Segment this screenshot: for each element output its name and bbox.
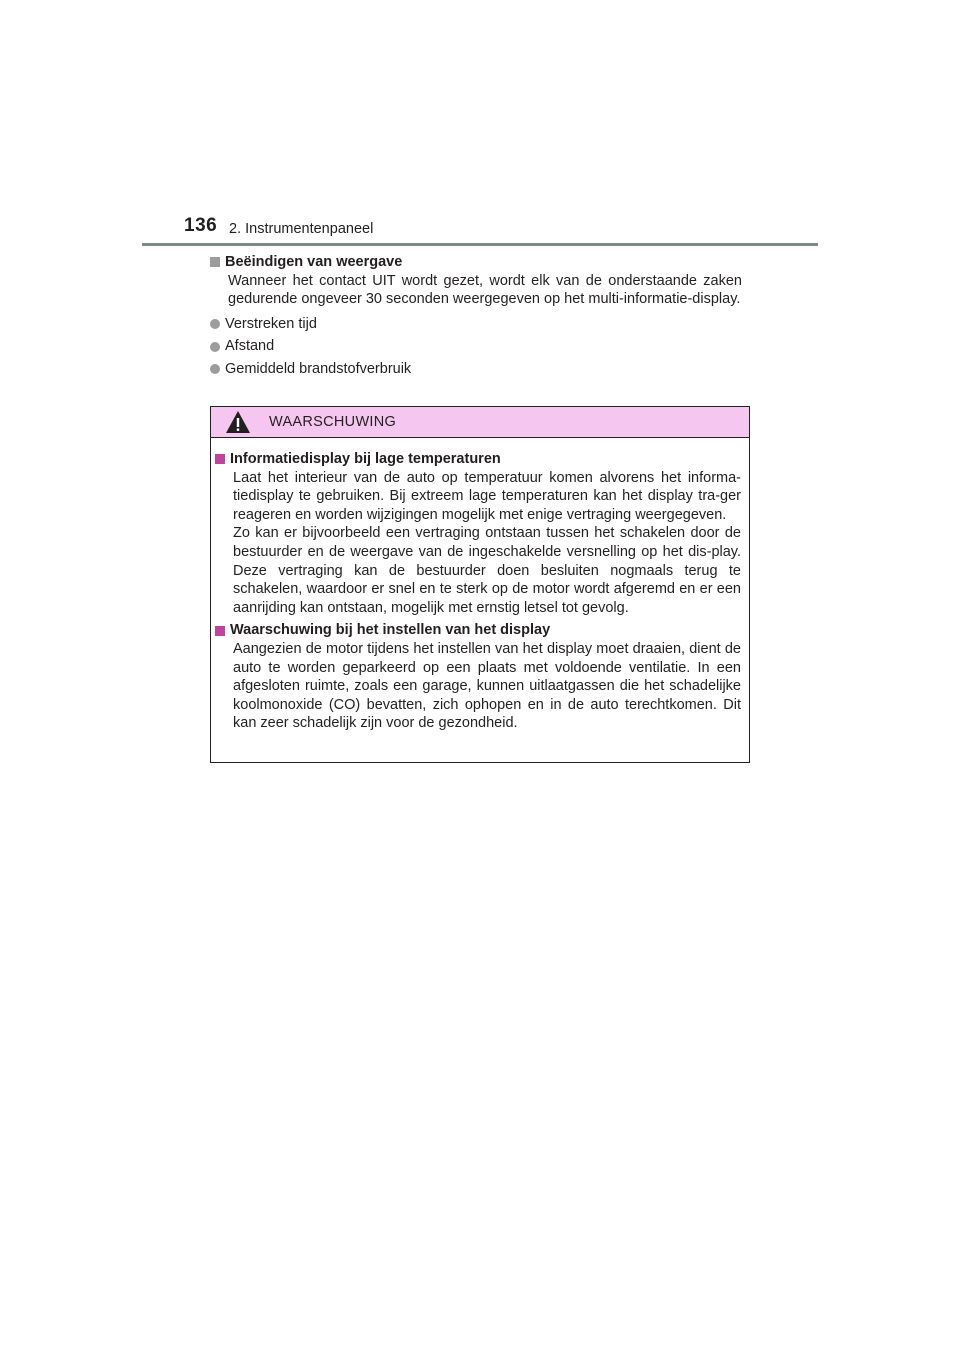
warning-section-heading [215,450,741,469]
square-bullet-icon [215,626,225,636]
section-heading-text: Beëindigen van weergave [225,254,403,270]
list-item [210,358,742,381]
warning-paragraph: Aangezien de motor tijdens het instellen van het display moet draaien, dient de auto te worden geparkeerd op een plaats met voldoende ventilatie. In een afgesloten ruimte, zoals een garage, kunnen uitlaatgassen die het schadelijke koolmonoxide (CO) bevatten, zich ophopen en in de auto terechtkomen. Dit kan zeer schadelijk zijn voor de gezondheid. [233,640,741,732]
circle-bullet-icon [210,319,220,329]
section-heading [210,253,742,272]
section-title: 2. Instrumentenpaneel [229,221,374,237]
list-item-text: Verstreken tijd [225,315,317,332]
list-item-text: Gemiddeld brandstofverbruik [225,360,412,377]
warning-body [211,438,749,733]
warning-paragraph: Laat het interieur van de auto op temperatuur komen alvorens het informa-tiedisplay te gebruiken. Bij extreem lage temperaturen kan het display tra-ger reageren en worden wijzigingen mogelijk met enige vertraging weergegeven. [233,469,741,523]
page-number: 136 [184,215,218,236]
square-bullet-icon [215,454,225,464]
square-bullet-icon [210,257,220,267]
warning-triangle-icon [225,410,251,434]
section-paragraph: Wanneer het contact UIT wordt gezet, wordt elk van de onderstaande zaken gedurende ongeveer 30 seconden weergegeven op het multi-informatie-display. [228,272,742,308]
warning-section-heading-text: Waarschuwing bij het instellen van het display [230,622,551,639]
warning-header [211,407,749,438]
circle-bullet-icon [210,364,220,374]
warning-box [210,406,750,763]
warning-section-heading-text: Informatiedisplay bij lage temperaturen [230,451,501,467]
bullet-list [210,313,742,381]
warning-title: WAARSCHUWING [269,414,397,430]
warning-paragraph: Zo kan er bijvoorbeeld een vertraging ontstaan tussen het schakelen door de bestuurder en de weergave van de ingeschakelde versnelling op het dis-play. Deze vertraging kan de bestuurder doen besluiten nogmaals terug te schakelen, waardoor er snel en te sterk op de motor wordt afgeremd en er een aanrijding kan ontstaan, mogelijk met ernstig letsel tot gevolg. [233,525,741,616]
header-rule [142,243,818,246]
main-content [210,253,742,380]
list-item [210,313,742,336]
list-item-text: Afstand [225,338,275,355]
warning-section-heading [215,621,741,640]
circle-bullet-icon [210,342,220,352]
list-item [210,335,742,358]
